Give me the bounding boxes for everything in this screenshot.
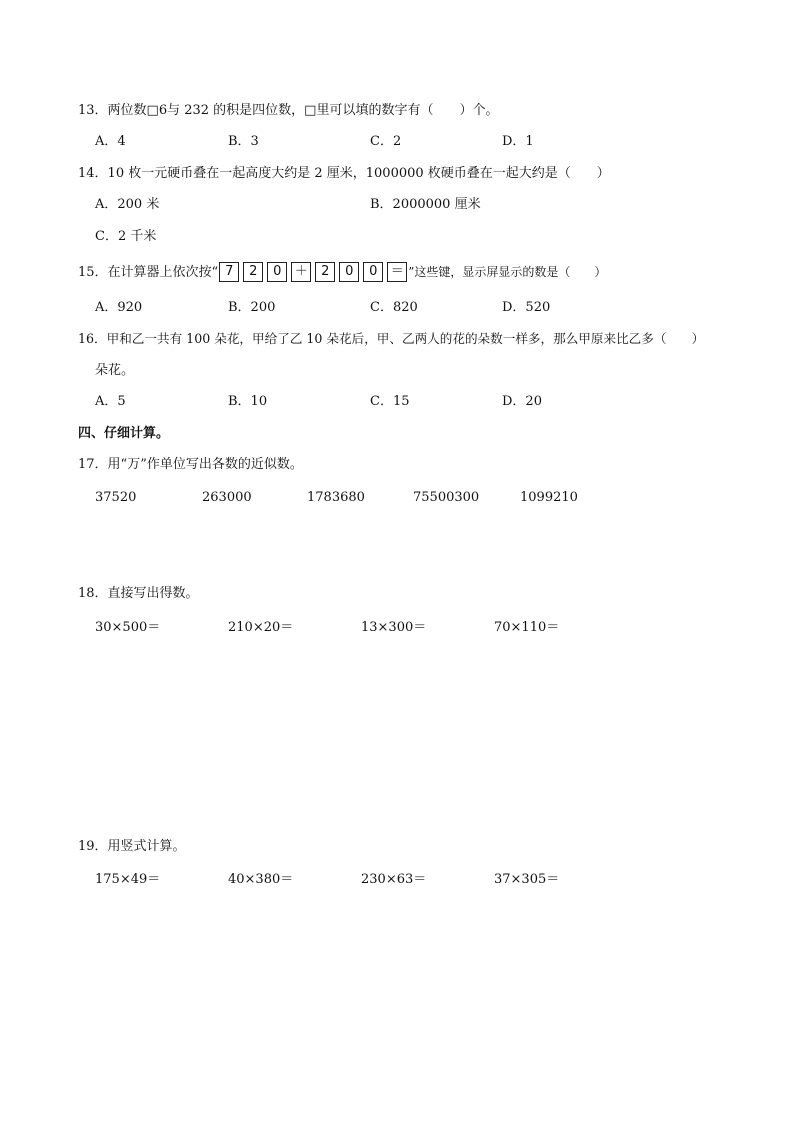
calculator-key: 2 bbox=[243, 262, 263, 282]
q17-number: 1783680 bbox=[307, 490, 365, 505]
calculator-key: 0 bbox=[339, 262, 359, 282]
section-heading: 四、仔细计算。 bbox=[78, 426, 170, 441]
q15-stem-before: 15．在计算器上依次按“ bbox=[78, 265, 219, 280]
q13-option-d: D．1 bbox=[502, 134, 534, 149]
q16-stem-line2: 朵花。 bbox=[95, 363, 135, 378]
calculator-key: 7 bbox=[219, 262, 239, 282]
q17-number: 37520 bbox=[95, 490, 137, 505]
q14-option-b: B．2000000 厘米 bbox=[370, 197, 481, 212]
q17-number: 75500300 bbox=[413, 490, 480, 505]
q14-stem: 14．10 枚一元硬币叠在一起高度大约是 2 厘米，1000000 枚硬币叠在一起大约是（ ） bbox=[78, 166, 610, 181]
q13-option-a: A．4 bbox=[95, 134, 126, 149]
q19-expression: 175×49＝ bbox=[95, 872, 161, 887]
q18-expression: 210×20＝ bbox=[228, 620, 294, 635]
q13-option-c: C．2 bbox=[370, 134, 402, 149]
q17-number: 1099210 bbox=[520, 490, 578, 505]
q15-option-d: D．520 bbox=[502, 300, 551, 315]
q19-expression: 37×305＝ bbox=[494, 872, 560, 887]
q16-option-c: C．15 bbox=[370, 394, 410, 409]
calculator-key: ＝ bbox=[387, 262, 407, 282]
q15-stem bbox=[78, 260, 606, 285]
q17-stem: 17．用“万”作单位写出各数的近似数。 bbox=[78, 457, 303, 472]
q16-option-d: D．20 bbox=[502, 394, 542, 409]
q18-stem: 18．直接写出得数。 bbox=[78, 586, 199, 601]
q18-expression: 30×500＝ bbox=[95, 620, 161, 635]
calculator-key: 0 bbox=[363, 262, 383, 282]
calculator-key: 0 bbox=[267, 262, 287, 282]
q17-number: 263000 bbox=[202, 490, 252, 505]
q19-stem: 19．用竖式计算。 bbox=[78, 839, 186, 854]
q18-expression: 70×110＝ bbox=[494, 620, 560, 635]
calculator-key: ＋ bbox=[291, 262, 311, 282]
q13-stem: 13．两位数□6与 232 的积是四位数，□里可以填的数字有（ ）个。 bbox=[78, 103, 499, 118]
q18-expression: 13×300＝ bbox=[361, 620, 427, 635]
q13-option-b: B．3 bbox=[228, 134, 259, 149]
q19-expression: 230×63＝ bbox=[361, 872, 427, 887]
calculator-key: 2 bbox=[315, 262, 335, 282]
q16-option-a: A．5 bbox=[95, 394, 126, 409]
calculator-key-sequence bbox=[219, 261, 407, 285]
q19-expression: 40×380＝ bbox=[228, 872, 294, 887]
q16-option-b: B．10 bbox=[228, 394, 268, 409]
q15-option-c: C．820 bbox=[370, 300, 418, 315]
q14-option-a: A．200 米 bbox=[95, 197, 160, 212]
q14-option-c: C．2 千米 bbox=[95, 229, 157, 244]
q15-option-b: B．200 bbox=[228, 300, 276, 315]
q15-stem-after: ”这些键，显示屏显示的数是（ ） bbox=[408, 265, 607, 279]
q15-option-a: A．920 bbox=[95, 300, 143, 315]
q16-stem-line1: 16．甲和乙一共有 100 朵花，甲给了乙 10 朵花后，甲、乙两人的花的朵数一样多，那么甲原来比乙多（ ） bbox=[78, 331, 705, 346]
